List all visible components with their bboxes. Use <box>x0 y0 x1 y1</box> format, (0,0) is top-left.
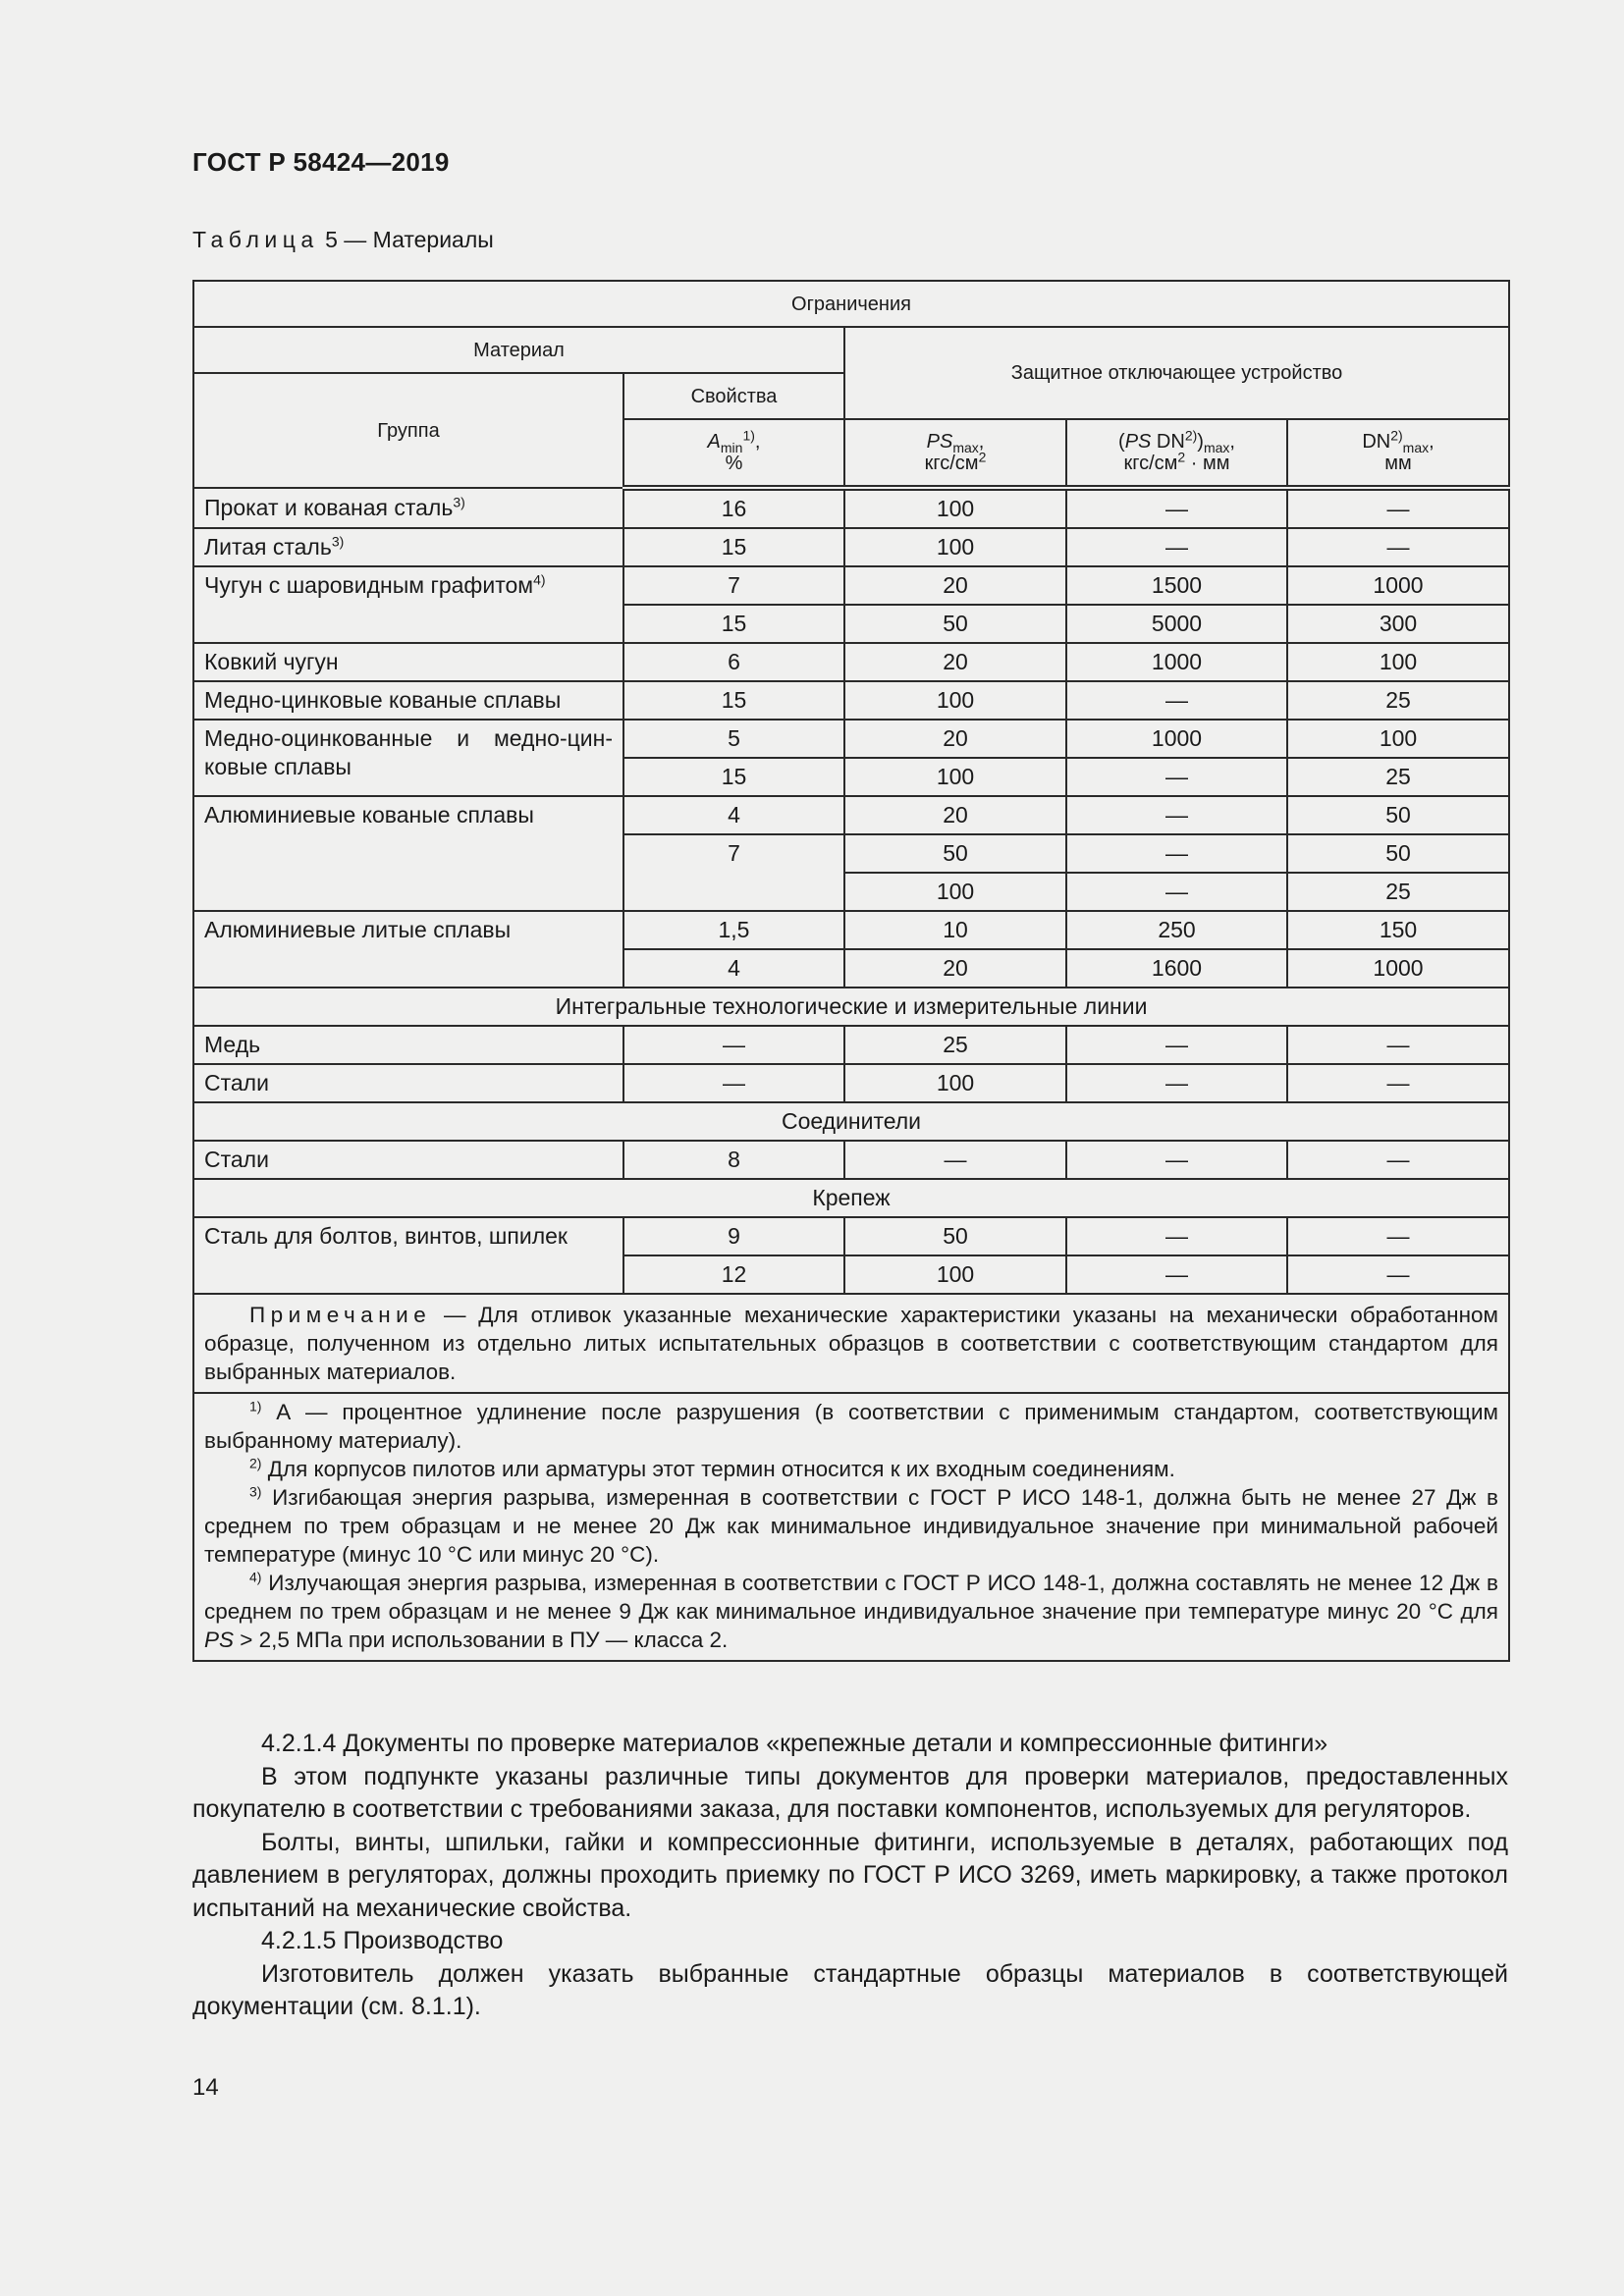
footnote-2: $^{2)}$ Для корпусов пилотов или арматуры этот термин относится к их входным соединениям. <box>249 1455 1175 1481</box>
cell-ps: 20 <box>844 643 1066 681</box>
cell-psdn: — <box>1066 488 1287 528</box>
cell-amin: 6 <box>623 643 844 681</box>
cell-ps: 50 <box>844 605 1066 643</box>
table-caption <box>192 227 494 253</box>
cell-amin: 15 <box>623 681 844 720</box>
cell-group: Литая сталь$^{3)}$ <box>193 528 623 566</box>
cell-psdn: — <box>1066 1141 1287 1179</box>
cell-amin: 9 <box>623 1217 844 1255</box>
cell-psdn: — <box>1066 528 1287 566</box>
cell-group: Ковкий чугун <box>193 643 623 681</box>
table-row <box>193 796 1509 834</box>
table-row <box>193 1026 1509 1064</box>
cell-amin: 8 <box>623 1141 844 1179</box>
table-footnotes <box>193 1393 1509 1661</box>
cell-amin: 12 <box>623 1255 844 1294</box>
note-text: — Для отливок указанные механические характеристики указаны на механически обработанном образце, полученном из отдельно литых испытательных образцов в соответствии с соответствующим стандартом для выбранных материалов. <box>204 1303 1498 1384</box>
cell-group: Медь <box>193 1026 623 1064</box>
cell-psdn: 1500 <box>1066 566 1287 605</box>
cell-amin: 16 <box>623 488 844 528</box>
footnote-3: $^{3)}$ Изгибающая энергия разрыва, измеренная в соответствии с ГОСТ Р ИСО 148-1, должна быть не менее 27 Дж в среднем по трем образцам и не менее 20 Дж как минимальное индивидуальное значение при минимальной рабочей температуре (минус 10 °С или минус 20 °С). <box>204 1483 1498 1567</box>
table-row <box>193 1064 1509 1102</box>
header-safety-device: Защитное отключающее устройство <box>844 327 1509 419</box>
cell-dn: — <box>1287 528 1509 566</box>
section-row <box>193 988 1509 1026</box>
cell-dn: 25 <box>1287 873 1509 911</box>
cell-group: Сталь для болтов, винтов, шпилек <box>193 1217 623 1294</box>
table-row <box>193 643 1509 681</box>
cell-group: Прокат и кованая сталь$^{3)}$ <box>193 488 623 528</box>
cell-group: Медно-цинковые кованые сплавы <box>193 681 623 720</box>
cell-group: Чугун с шаровидным графитом$^{4)}$ <box>193 566 623 643</box>
table-row <box>193 566 1509 605</box>
footnote-4: $^{4)}$ Излучающая энергия разрыва, измеренная в соответствии с ГОСТ Р ИСО 148-1, должна составлять не менее 12 Дж в среднем по трем образцам и не менее 9 Дж как минимальное индивидуальное значение при температуре минус 20 °С для PS > 2,5 МПа при использовании в ПУ — класса 2. <box>204 1569 1498 1652</box>
table-row <box>193 528 1509 566</box>
cell-dn: 100 <box>1287 643 1509 681</box>
cell-amin: 4 <box>623 949 844 988</box>
header-ps-max: $PS_{max}$, кгс/$см^2$ <box>844 419 1066 488</box>
cell-dn: 300 <box>1287 605 1509 643</box>
materials-table <box>192 280 1510 1662</box>
cell-ps: 20 <box>844 796 1066 834</box>
cell-amin: 1,5 <box>623 911 844 949</box>
cell-dn: — <box>1287 1255 1509 1294</box>
cell-ps: 100 <box>844 681 1066 720</box>
cell-psdn: 250 <box>1066 911 1287 949</box>
cell-psdn: 1000 <box>1066 643 1287 681</box>
cell-amin: 7 <box>623 834 844 911</box>
paragraph: В этом подпункте указаны различные типы документов для проверки материалов, предоставленных покупателю в соответствии с требованиями заказа, для поставки компонентов, используемых для регуляторов. <box>192 1762 1508 1823</box>
cell-ps: 100 <box>844 873 1066 911</box>
cell-ps: 10 <box>844 911 1066 949</box>
header-amin: $A_{min}^{1)}$, % <box>623 419 844 488</box>
cell-group: Стали <box>193 1064 623 1102</box>
cell-ps: — <box>844 1141 1066 1179</box>
section-header: Соединители <box>193 1102 1509 1141</box>
cell-psdn: — <box>1066 1064 1287 1102</box>
table-caption-label: Таблица <box>192 227 319 252</box>
note-label: Примечание <box>249 1303 432 1327</box>
cell-psdn: 1600 <box>1066 949 1287 988</box>
cell-amin: 4 <box>623 796 844 834</box>
cell-ps: 20 <box>844 720 1066 758</box>
cell-group: Стали <box>193 1141 623 1179</box>
header-ps-dn-max: (PS $DN^{2)})_{max}$, кгс/$см^2$ · мм <box>1066 419 1287 488</box>
section-row <box>193 1179 1509 1217</box>
cell-dn: 50 <box>1287 834 1509 873</box>
cell-dn: 150 <box>1287 911 1509 949</box>
cell-amin: 15 <box>623 528 844 566</box>
paragraph: Изготовитель должен указать выбранные стандартные образцы материалов в соответствующей документации (см. 8.1.1). <box>192 1959 1508 2020</box>
body-text <box>192 1728 1508 2024</box>
cell-psdn: — <box>1066 681 1287 720</box>
cell-dn: 50 <box>1287 796 1509 834</box>
cell-ps: 50 <box>844 834 1066 873</box>
section-header: Крепеж <box>193 1179 1509 1217</box>
table-note <box>193 1294 1509 1393</box>
cell-ps: 100 <box>844 1064 1066 1102</box>
table-row <box>193 1217 1509 1255</box>
cell-amin: — <box>623 1026 844 1064</box>
note-row <box>193 1294 1509 1393</box>
table-caption-title: 5 — Материалы <box>325 227 494 252</box>
cell-ps: 20 <box>844 949 1066 988</box>
header-restrictions: Ограничения <box>193 281 1509 327</box>
section-header: Интегральные технологические и измерительные линии <box>193 988 1509 1026</box>
cell-dn: — <box>1287 488 1509 528</box>
cell-psdn: — <box>1066 758 1287 796</box>
footnotes-row <box>193 1393 1509 1661</box>
page-number: 14 <box>192 2074 219 2101</box>
cell-dn: 25 <box>1287 758 1509 796</box>
paragraph: Болты, винты, шпильки, гайки и компрессионные фитинги, используемые в деталях, работающих под давлением в регуляторах, должны проходить приемку по ГОСТ Р ИСО 3269, иметь маркировку, а также протокол испытаний на механические свойства. <box>192 1828 1508 1922</box>
cell-group: Алюминиевые литые сплавы <box>193 911 623 988</box>
cell-psdn: — <box>1066 1217 1287 1255</box>
cell-dn: — <box>1287 1026 1509 1064</box>
cell-dn: 1000 <box>1287 949 1509 988</box>
table-row <box>193 720 1509 758</box>
header-properties: Свойства <box>623 373 844 419</box>
header-material: Материал <box>193 327 844 373</box>
cell-psdn: — <box>1066 873 1287 911</box>
cell-amin: 15 <box>623 605 844 643</box>
document-code: ГОСТ Р 58424—2019 <box>192 147 450 177</box>
cell-amin: — <box>623 1064 844 1102</box>
header-dn-max: $DN^{2)}_{max}$, мм <box>1287 419 1509 488</box>
cell-dn: 1000 <box>1287 566 1509 605</box>
cell-ps: 100 <box>844 758 1066 796</box>
cell-ps: 100 <box>844 528 1066 566</box>
cell-dn: — <box>1287 1064 1509 1102</box>
cell-psdn: — <box>1066 834 1287 873</box>
table-row <box>193 1141 1509 1179</box>
cell-dn: 25 <box>1287 681 1509 720</box>
cell-group: Медно-оцинкованные и медно-цин-ковые сплавы <box>193 720 623 796</box>
cell-dn: — <box>1287 1141 1509 1179</box>
cell-ps: 100 <box>844 488 1066 528</box>
cell-dn: 100 <box>1287 720 1509 758</box>
cell-psdn: — <box>1066 1026 1287 1064</box>
cell-psdn: 5000 <box>1066 605 1287 643</box>
paragraph-4-2-1-4-heading: 4.2.1.4 Документы по проверке материалов «крепежные детали и компрессионные фитинги» <box>261 1730 1328 1757</box>
cell-psdn: 1000 <box>1066 720 1287 758</box>
cell-dn: — <box>1287 1217 1509 1255</box>
cell-amin: 15 <box>623 758 844 796</box>
section-row <box>193 1102 1509 1141</box>
paragraph-4-2-1-5-heading: 4.2.1.5 Производство <box>261 1927 504 1954</box>
cell-ps: 50 <box>844 1217 1066 1255</box>
cell-amin: 5 <box>623 720 844 758</box>
cell-psdn: — <box>1066 1255 1287 1294</box>
cell-ps: 20 <box>844 566 1066 605</box>
cell-amin: 7 <box>623 566 844 605</box>
cell-group: Алюминиевые кованые сплавы <box>193 796 623 911</box>
table-row <box>193 681 1509 720</box>
cell-ps: 100 <box>844 1255 1066 1294</box>
table-row <box>193 911 1509 949</box>
header-group: Группа <box>193 373 623 488</box>
table-row <box>193 488 1509 528</box>
cell-ps: 25 <box>844 1026 1066 1064</box>
cell-psdn: — <box>1066 796 1287 834</box>
footnote-1: $^{1)}$ А — процентное удлинение после разрушения (в соответствии с применимым стандартом, соответствующим выбранному материалу). <box>204 1398 1498 1453</box>
